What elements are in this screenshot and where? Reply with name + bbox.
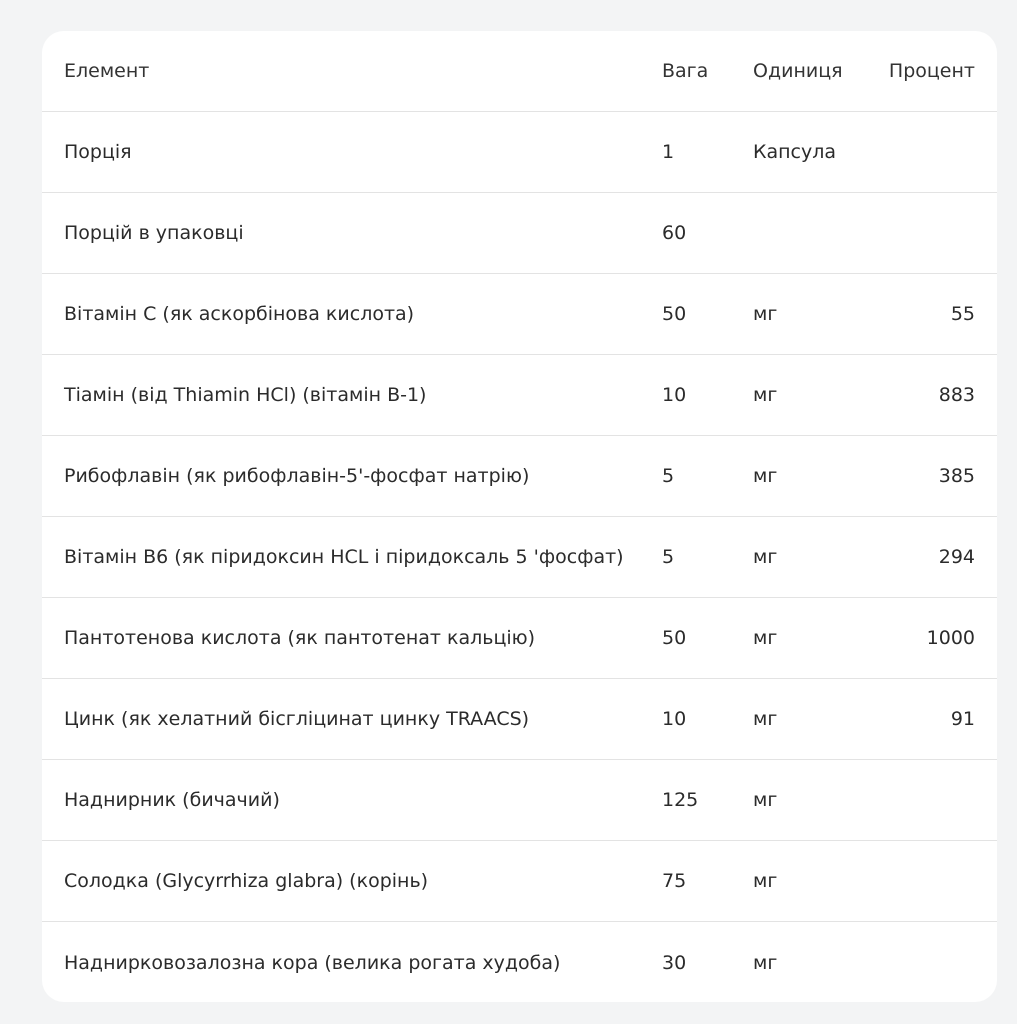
header-percent: Процент [888, 60, 975, 82]
cell-element: Пантотенова кислота (як пантотенат кальцію) [64, 627, 536, 649]
table-row [42, 112, 997, 193]
cell-weight: 50 [662, 303, 687, 325]
header-weight: Вага [662, 60, 709, 82]
cell-unit: мг [753, 789, 778, 811]
cell-element: Наднирник (бичачий) [64, 789, 280, 811]
cell-unit: мг [753, 465, 778, 487]
cell-unit: мг [753, 951, 778, 974]
header-unit: Одиниця [753, 60, 843, 82]
cell-element: Тіамін (від Thiamin HCl) (вітамін B-1) [64, 384, 427, 406]
cell-unit: мг [753, 627, 778, 649]
cell-element: Вітамін B6 (як піридоксин HCL і піридоксаль 5 'фосфат) [64, 546, 624, 568]
cell-element: Порція [64, 141, 132, 163]
table-row [42, 841, 997, 922]
table-row [42, 922, 997, 1002]
table-row [42, 274, 997, 355]
cell-weight: 1 [662, 141, 675, 163]
cell-element: Цинк (як хелатний бісгліцинат цинку TRAACS) [64, 708, 530, 730]
cell-weight: 75 [662, 870, 687, 892]
cell-percent: 91 [950, 708, 975, 730]
cell-weight: 60 [662, 222, 687, 244]
table-row [42, 598, 997, 679]
cell-weight: 50 [662, 627, 687, 649]
cell-element: Вітамін C (як аскорбінова кислота) [64, 303, 415, 325]
table-row [42, 517, 997, 598]
cell-unit: мг [753, 870, 778, 892]
table-header-row [42, 31, 997, 112]
cell-weight: 5 [662, 465, 675, 487]
cell-weight: 5 [662, 546, 675, 568]
table-row [42, 436, 997, 517]
table-row [42, 760, 997, 841]
cell-percent: 1000 [926, 627, 975, 649]
table-row [42, 679, 997, 760]
cell-element: Рибофлавін (як рибофлавін-5'-фосфат натрію) [64, 465, 530, 487]
cell-percent: 294 [938, 546, 975, 568]
table-row [42, 355, 997, 436]
cell-weight: 30 [662, 951, 687, 974]
cell-element: Солодка (Glycyrrhiza glabra) (корінь) [64, 870, 429, 892]
header-element: Елемент [64, 60, 150, 82]
cell-unit: Капсула [753, 141, 837, 163]
cell-unit: мг [753, 303, 778, 325]
cell-unit: мг [753, 384, 778, 406]
cell-percent: 883 [938, 384, 975, 406]
nutrition-table [42, 31, 997, 1002]
cell-unit: мг [753, 708, 778, 730]
cell-percent: 385 [938, 465, 975, 487]
cell-element: Порцій в упаковці [64, 222, 244, 244]
table-body [42, 112, 997, 1002]
cell-weight: 10 [662, 384, 687, 406]
cell-percent: 55 [950, 303, 975, 325]
cell-unit: мг [753, 546, 778, 568]
cell-weight: 10 [662, 708, 687, 730]
cell-weight: 125 [662, 789, 699, 811]
cell-element: Наднирковозалозна кора (велика рогата худоба) [64, 951, 561, 974]
table-row [42, 193, 997, 274]
